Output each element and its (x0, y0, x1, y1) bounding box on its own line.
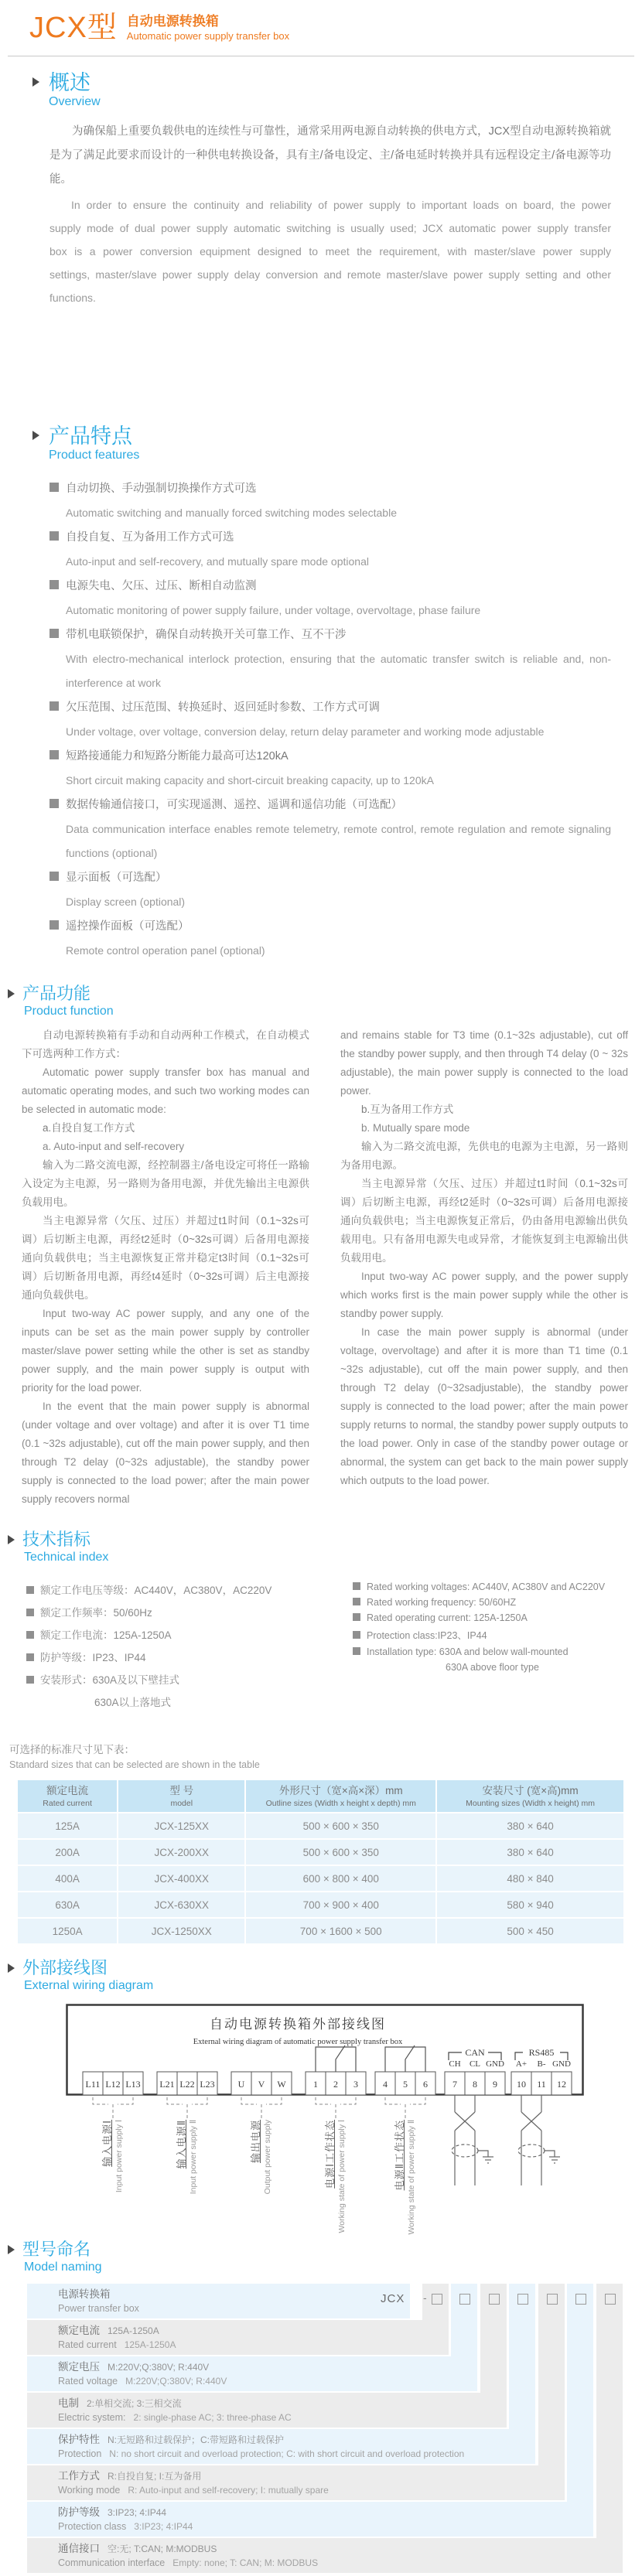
col-header-en: Outline sizes (Width x height x depth) mm (265, 1799, 416, 1808)
overview-paragraph-zh: 为确保船上重要负载供电的连续性与可靠性，通常采用两电源自动转换的供电方式，JCX型自动电源转换箱就是为了满足此要求而设计的一种供电转换设备，具有主/备电设定、主/备电延时转换并具有远程设定主/备电源等功能。 (50, 125, 611, 186)
terminal-label: 8 (473, 2079, 477, 2090)
terminal-label: U (237, 2079, 245, 2090)
table-row (18, 1840, 623, 1865)
wire-label-zh: 输入电源Ⅰ (101, 2120, 113, 2167)
tech-item: Protection class:IP23、IP44 (367, 1630, 487, 1641)
cell-outline-size: 600 × 800 × 400 (246, 1866, 435, 1891)
col-header-en: model (170, 1799, 193, 1808)
col-header-en: Mounting sizes (Width x height) mm (466, 1799, 595, 1808)
feature-list (50, 476, 611, 963)
cell-model: JCX-125XX (118, 1813, 244, 1838)
function-paragraph: 自动电源转换箱有手动和自动两种工作模式，在自动模式下可选两种工作方式： (22, 1029, 309, 1059)
wire-group-label (323, 2120, 347, 2236)
pin-label: A+ (515, 2059, 528, 2069)
model-code-box (459, 2294, 470, 2305)
tech-title-zh: 技术指标 (22, 1530, 91, 1549)
function-paragraph: Input two-way AC power supply, and any one of the inputs can be set as the main power supply by controller master/slave power setting while the other is set as standby power supply, and the main power supply is output with priority for the load power. (22, 1308, 309, 1394)
bullet-square-icon (353, 1613, 360, 1621)
terminal-label: V (258, 2079, 265, 2090)
pin-label: B- (537, 2059, 546, 2069)
feature-en: Short circuit making capacity and short-circuit breaking capacity, up to 120kA (66, 774, 434, 786)
table-row (18, 1813, 623, 1838)
cell-rated-current: 200A (18, 1840, 117, 1865)
tech-item: 额定工作频率：50/60Hz (40, 1607, 152, 1619)
naming-en-label: Rated current (58, 2339, 117, 2350)
terminal-label: 4 (383, 2079, 388, 2090)
product-title-en: Automatic power supply transfer box (126, 30, 290, 42)
naming-row (27, 2356, 477, 2391)
bullet-square-icon (50, 872, 59, 881)
naming-en-value: Empty: none; T: CAN; M: MODBUS (172, 2557, 319, 2568)
naming-row (27, 2538, 623, 2573)
naming-zh-value: M:220V;Q:380V; R:440V (108, 2362, 210, 2373)
feature-zh: 遥控操作面板（可选配） (66, 920, 190, 933)
section-wiring-diagram (0, 1957, 642, 2236)
feature-en: Automatic monitoring of power supply failure, under voltage, overvoltage, phase failure (66, 604, 481, 616)
naming-en-value: 2: single-phase AC; 3: three-phase AC (133, 2412, 292, 2423)
model-code-box (547, 2294, 558, 2305)
naming-row (27, 2429, 535, 2464)
bullet-square-icon (50, 701, 59, 711)
wiring-diagram (66, 2004, 584, 2236)
function-paragraph: 输入为二路交流电源，经控制器主/备电设定可将任一路输入设定为主电源，另一路则为备用电源，并优先输出主电源供负载用电。 (22, 1159, 309, 1208)
feature-en: Display screen (optional) (66, 896, 186, 908)
section-technical-index (0, 1529, 642, 1772)
table-row (18, 1892, 623, 1917)
function-paragraph: 当主电源异常（欠压、过压）并超过t1时间（0.1~32s可调）后切断主电源，再经t2延时（0~32s可调）后备用电源接通向负载供电；当主电源恢复正常并稳定t3时间（0.1~32s可调）后切断备用电源，再经t4延时（0~32s可调）后主电源接通向负载供电。 (22, 1215, 309, 1301)
terminal-label: 3 (353, 2079, 358, 2090)
section-function (0, 983, 642, 1509)
function-paragraph: a. Auto-input and self-recovery (43, 1141, 185, 1152)
naming-strip (596, 2284, 623, 2573)
feature-zh: 自动切换、手动强制切换操作方式可选 (66, 483, 257, 495)
cell-rated-current: 400A (18, 1866, 117, 1891)
feature-en: Remote control operation panel (optional) (66, 944, 265, 957)
feature-item (50, 865, 611, 914)
naming-strip (538, 2284, 565, 2500)
col-header-zh: 外形尺寸（宽×高×深）mm (278, 1785, 403, 1796)
naming-title-zh: 型号命名 (22, 2240, 91, 2259)
bullet-square-icon (353, 1631, 360, 1639)
pin-label: GND (552, 2059, 571, 2069)
feature-zh: 数据传输通信接口，可实现遥测、遥控、遥调和遥信功能（可选配） (66, 799, 402, 811)
feature-zh: 电源失电、欠压、过压、断相自动监测 (66, 580, 257, 592)
bullet-square-icon (26, 1609, 34, 1616)
terminal-label: 11 (537, 2079, 546, 2090)
wire-label-zh: 输出电源 (250, 2120, 261, 2164)
naming-row (27, 2502, 593, 2537)
terminal-label: L13 (125, 2079, 141, 2090)
naming-zh-label: 电制 (58, 2397, 79, 2409)
naming-strip (422, 2284, 449, 2355)
feature-en: Automatic switching and manually forced switching modes selectable (66, 507, 397, 519)
pin-labels (449, 2059, 571, 2069)
terminal-label: 9 (493, 2079, 497, 2090)
cell-outline-size: 500 × 600 × 350 (246, 1813, 435, 1838)
wire-label-en: Input power supply Ⅱ (189, 2120, 198, 2195)
pin-label: GND (486, 2059, 504, 2069)
feature-zh: 欠压范围、过压范围、转换延时、返回延时参数、工作方式可调 (66, 701, 380, 714)
tech-item: Installation type: 630A and below wall-mounted (367, 1646, 569, 1657)
product-title-zh: 自动电源转换箱 (126, 14, 219, 29)
naming-zh-value: N:无短路和过载保护；C:带短路和过载保护 (108, 2434, 285, 2445)
wire-group-label (393, 2120, 417, 2236)
bullet-square-icon (26, 1653, 34, 1661)
wire-label-en: Working state of power supply Ⅰ (337, 2120, 347, 2233)
cell-outline-size: 700 × 1600 × 500 (246, 1919, 435, 1943)
changeover-contact-icon (316, 2045, 425, 2072)
naming-en-label: Protection (58, 2448, 102, 2459)
bullet-square-icon (50, 580, 59, 589)
bullet-square-icon (50, 629, 59, 638)
cell-mounting-size: 380 × 640 (437, 1840, 623, 1865)
bullet-square-icon (26, 1631, 34, 1639)
naming-en-value: 3:IP23; 4:IP44 (134, 2521, 193, 2532)
naming-en-label: Working mode (58, 2485, 121, 2496)
tech-item: Rated working voltages: AC440V, AC380V and AC220V (367, 1581, 606, 1592)
terminal-label: 7 (452, 2079, 457, 2090)
function-paragraph: a.自投自复工作方式 (43, 1122, 135, 1134)
feature-item (50, 623, 611, 695)
function-paragraph: Automatic power supply transfer box has manual and automatic operating modes, and such two working modes can be selected in automatic mode: (22, 1066, 309, 1115)
naming-en-label: Protection class (58, 2521, 127, 2532)
section-triangle-icon (8, 1964, 15, 1973)
col-header-zh: 额定电流 (46, 1785, 89, 1796)
diagram-title-en: External wiring diagram of automatic power supply transfer box (193, 2038, 403, 2046)
feature-zh: 带机电联锁保护，确保自动转换开关可靠工作、互不干涉 (66, 629, 347, 641)
naming-zh-value: 3:IP23; 4:IP44 (108, 2507, 167, 2518)
wiring-title-en: External wiring diagram (24, 1979, 154, 1992)
cell-rated-current: 630A (18, 1892, 117, 1917)
bullet-square-icon (353, 1647, 360, 1655)
naming-zh-label: 电源转换箱 (58, 2288, 111, 2300)
function-paragraph: b. Mutually spare mode (361, 1122, 470, 1134)
terminal-label: 6 (423, 2079, 428, 2090)
wire-group-label (101, 2120, 125, 2236)
section-triangle-icon (32, 431, 39, 440)
wire-label-en: Working state of power supply Ⅱ (407, 2120, 416, 2235)
function-paragraph: Input two-way AC power supply, and the power supply which works first is the main power supply while the other is standby power supply. (340, 1271, 628, 1319)
cell-mounting-size: 380 × 640 (437, 1813, 623, 1838)
terminal-label: 5 (403, 2079, 408, 2090)
pin-label: CH (449, 2059, 461, 2069)
naming-strip (509, 2284, 535, 2464)
rs485-bus-label: RS485 (528, 2047, 555, 2058)
diagram-title-zh: 自动电源转换箱外部接线图 (210, 2017, 386, 2032)
tech-title-en: Technical index (24, 1551, 109, 1564)
bullet-square-icon (50, 750, 59, 759)
wire-label-zh: 电源Ⅰ工作状态 (324, 2120, 336, 2189)
table-row (18, 1866, 623, 1891)
terminal-label: L11 (85, 2079, 101, 2090)
cell-rated-current: 125A (18, 1813, 117, 1838)
terminal-label: 1 (313, 2079, 318, 2090)
wire-group-label (175, 2120, 199, 2236)
feature-item (50, 476, 611, 525)
naming-zh-value: 125A-1250A (108, 2325, 159, 2336)
terminal-label: 2 (333, 2079, 338, 2090)
naming-strip (451, 2284, 477, 2391)
model-naming-diagram (0, 2284, 642, 2576)
cell-mounting-size: 580 × 940 (437, 1892, 623, 1917)
model-code-box (575, 2294, 586, 2305)
naming-en-label: Rated voltage (58, 2376, 118, 2387)
section-overview (0, 70, 642, 309)
cell-outline-size: 700 × 900 × 400 (246, 1892, 435, 1917)
naming-zh-label: 防护等级 (58, 2506, 100, 2518)
function-title-zh: 产品功能 (22, 984, 91, 1003)
overview-title-en: Overview (49, 95, 101, 108)
cell-model: JCX-200XX (118, 1840, 244, 1865)
section-triangle-icon (32, 77, 39, 87)
model-code-box (489, 2294, 500, 2305)
product-model: JCX型 (29, 12, 118, 44)
feature-item (50, 695, 611, 744)
feature-item (50, 574, 611, 623)
cell-outline-size: 500 × 600 × 350 (246, 1840, 435, 1865)
terminal-label: 10 (517, 2079, 526, 2090)
cell-model: JCX-630XX (118, 1892, 244, 1917)
bullet-square-icon (50, 920, 59, 930)
naming-zh-label: 额定电压 (58, 2361, 100, 2373)
function-paragraph: b.互为备用工作方式 (361, 1104, 454, 1115)
page-header (0, 0, 642, 45)
overview-paragraph-en: In order to ensure the continuity and reliability of power supply to important loads on board, the power supply mode of dual power supply automatic switching is usually used; JCX automatic power supply transfer box is a power conversion equipment designed to meet the requirement, with master/slave power supply settings, master/slave power supply delay conversion and remote master/slave power supply setting and other functions. (50, 199, 611, 304)
model-code-box (517, 2294, 528, 2305)
tech-item: 额定工作电流：125A-1250A (40, 1629, 172, 1641)
bullet-square-icon (26, 1676, 34, 1684)
tech-item: Rated working frequency: 50/60HZ (367, 1597, 517, 1608)
function-paragraph: 输入为二路交流电源，先供电的电源为主电源，另一路则为备用电源。 (340, 1141, 628, 1171)
section-triangle-icon (8, 989, 15, 998)
tech-left-column (26, 1581, 336, 1716)
function-columns (22, 1026, 628, 1509)
feature-en: Data communication interface enables remote telemetry, remote control, remote regulation and remote signaling functions (optional) (66, 823, 611, 859)
size-table (16, 1779, 625, 1945)
twisted-pair-cable-icon (452, 2095, 560, 2185)
function-paragraph: In the event that the main power supply is abnormal (under voltage and over voltage) and after it is over T1 time (0.1 ~32s adjustable), cut off the main power supply, and then through T2 delay (0~32s adjustable), the standby power supply is connected to the load power; after the main power supply recovers normal (22, 1401, 309, 1505)
bullet-square-icon (353, 1582, 360, 1590)
cell-model: JCX-400XX (118, 1866, 244, 1891)
naming-strip (567, 2284, 593, 2537)
feature-item (50, 793, 611, 865)
naming-zh-label: 额定电流 (58, 2325, 100, 2336)
naming-zh-value: R:自投自复; I:互为备用 (108, 2471, 202, 2482)
bullet-square-icon (50, 799, 59, 808)
terminal-label: W (277, 2079, 286, 2090)
function-paragraph: 当主电源异常（欠压、过压）并超过t1时间（0.1~32s可调）后切断主电源，再经t2延时（0~32s可调）后备用电源接通向负载供电；当主电源恢复正常后，仍由备用电源输出供负载用电。只有备用电源失电或异常，才能恢复到主电源输出供负载用电。 (340, 1178, 628, 1264)
tech-right-column (353, 1581, 639, 1716)
terminal-label: L23 (200, 2079, 215, 2090)
feature-zh: 短路接通能力和短路分断能力最高可达120kA (66, 750, 289, 763)
section-model-naming (0, 2239, 642, 2576)
section-triangle-icon (8, 2245, 15, 2254)
wire-label-zh: 电源Ⅱ工作状态 (394, 2120, 405, 2191)
terminal-cells (83, 2072, 572, 2095)
bullet-square-icon (353, 1598, 360, 1605)
naming-en-value: M:220V;Q:380V; R:440V (125, 2376, 227, 2387)
table-note-en: Standard sizes that can be selected are shown in the table (9, 1759, 260, 1770)
bullet-square-icon (50, 483, 59, 492)
section-triangle-icon (8, 1535, 15, 1544)
function-title-en: Product function (24, 1005, 114, 1018)
wire-label-zh: 输入电源Ⅱ (176, 2120, 187, 2169)
naming-row (27, 2465, 565, 2500)
wiring-title-zh: 外部接线图 (22, 1958, 108, 1977)
naming-en-label: Electric system: (58, 2412, 126, 2423)
naming-en-label: Communication interface (58, 2557, 166, 2568)
naming-zh-value: 空:无; T:CAN; M:MODBUS (108, 2544, 217, 2554)
model-code-box (605, 2294, 616, 2305)
terminal-label: 12 (557, 2079, 566, 2090)
cell-model: JCX-1250XX (118, 1919, 244, 1943)
tech-item: 额定工作电压等级：AC440V，AC380V，AC220V (40, 1585, 272, 1596)
overview-title-zh: 概述 (49, 71, 90, 94)
cell-mounting-size: 500 × 450 (437, 1919, 623, 1943)
naming-en-label: Power transfer box (58, 2303, 139, 2314)
naming-en-value: 125A-1250A (124, 2339, 176, 2350)
pin-label: CL (469, 2059, 481, 2069)
cell-rated-current: 1250A (18, 1919, 117, 1943)
feature-en: Auto-input and self-recovery, and mutually spare mode optional (66, 555, 369, 568)
cell-mounting-size: 480 × 840 (437, 1866, 623, 1891)
naming-row (27, 2393, 507, 2428)
terminal-label: L21 (159, 2079, 175, 2090)
tech-item-continuation: 630A以上落地式 (94, 1697, 172, 1708)
table-note-zh: 可选择的标准尺寸见下表： (9, 1744, 135, 1755)
wire-label-en: Output power supply (263, 2120, 272, 2195)
function-paragraph: and remains stable for T3 time (0.1~32s adjustable), cut off the standby power supply, and then through T4 delay (0 ~ 32s adjustable), the main power supply is connected to the load power. (340, 1029, 628, 1097)
col-header-zh: 安装尺寸 (宽×高)mm (482, 1785, 579, 1796)
group-brace-lines (93, 2097, 425, 2120)
wire-label-en: Input power supply Ⅰ (114, 2120, 124, 2193)
naming-zh-value: 2:单相交流; 3:三相交流 (87, 2398, 182, 2409)
tech-item-continuation: 630A above floor type (446, 1662, 539, 1673)
naming-zh-label: 保护特性 (58, 2434, 100, 2445)
can-bus-label: CAN (465, 2047, 485, 2058)
tech-item: 防护等级：IP23、IP44 (40, 1652, 146, 1663)
function-paragraph: In case the main power supply is abnormal (under voltage, overvoltage) and after it is more than T1 time (0.1 ~32s adjustable), cut off the main power supply, and then through T2 delay (0~32sadjustable), the standby power supply is connected to the load power; after the main power supply returns to normal, the standby power supply outputs to the load power. Only in case of the standby power outage or abnormal, the system can get back to the main power supply which outputs to the load power. (340, 1326, 628, 1486)
table-header-row (18, 1780, 623, 1812)
naming-en-value: R: Auto-input and self-recovery; I: mutually spare (128, 2485, 329, 2496)
terminal-label: L12 (105, 2079, 121, 2090)
terminal-label: L22 (179, 2079, 195, 2090)
features-title-zh: 产品特点 (49, 425, 132, 448)
tech-item: Rated operating current: 125A-1250A (367, 1612, 528, 1623)
feature-zh: 自投自复、互为备用工作方式可选 (66, 531, 234, 544)
feature-item (50, 744, 611, 793)
feature-en: With electro-mechanical interlock protection, ensuring that the automatic transfer switch is reliable and, non-interference at work (66, 653, 611, 689)
feature-zh: 显示面板（可选配） (66, 872, 167, 884)
naming-strip (480, 2284, 507, 2428)
function-right-column (340, 1026, 628, 1509)
model-dash: - (423, 2291, 427, 2304)
model-prefix: JCX (381, 2292, 405, 2305)
table-row (18, 1919, 623, 1943)
feature-item (50, 525, 611, 574)
col-header-en: Rated current (43, 1799, 92, 1808)
feature-en: Under voltage, over voltage, conversion delay, return delay parameter and working mode adjustable (66, 725, 545, 738)
naming-zh-label: 工作方式 (58, 2470, 100, 2482)
features-title-en: Product features (49, 449, 140, 462)
bullet-square-icon (26, 1586, 34, 1594)
naming-title-en: Model naming (24, 2260, 102, 2274)
tech-item: 安装形式：630A及以下壁挂式 (40, 1674, 180, 1686)
naming-row (27, 2284, 410, 2318)
overview-header (0, 70, 642, 95)
wire-group-label (249, 2120, 273, 2236)
feature-item (50, 914, 611, 963)
naming-en-value: N: no short circuit and overload protection; C: with short circuit and overload protection (109, 2448, 465, 2459)
model-code-box (432, 2294, 442, 2305)
bullet-square-icon (50, 531, 59, 541)
section-features (0, 424, 642, 963)
naming-row (27, 2320, 449, 2355)
naming-zh-label: 通信接口 (58, 2543, 100, 2554)
col-header-zh: 型 号 (169, 1785, 194, 1796)
function-left-column (22, 1026, 309, 1509)
